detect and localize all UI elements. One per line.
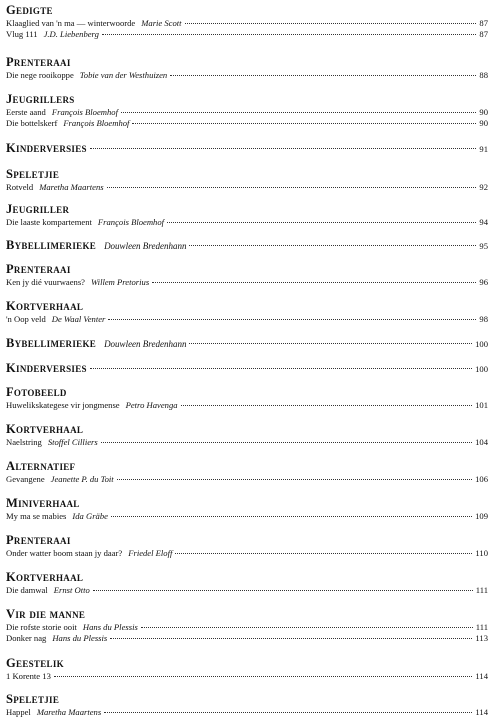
page-number: 88 <box>479 70 488 80</box>
entry-title: Die rofste storie ooit <box>6 622 77 632</box>
section-heading <box>6 607 488 622</box>
entry-title: Huwelikskategese vir jongmense <box>6 400 120 410</box>
entry-title: Eerste aand <box>6 107 46 117</box>
dot-leader <box>90 148 477 149</box>
entry-author: François Bloemhof <box>63 118 130 128</box>
section-heading-text: Prenteraai <box>6 262 71 276</box>
entry-author: Ida Gräbe <box>72 511 108 521</box>
dot-leader <box>189 245 476 246</box>
section-heading-text: Vir die manne <box>6 607 86 621</box>
toc-section <box>6 238 488 253</box>
dot-leader <box>93 590 473 591</box>
entry-author: Hans du Plessis <box>52 633 108 643</box>
toc-entry <box>6 217 488 228</box>
toc-entry <box>6 70 488 81</box>
dot-leader <box>175 553 472 554</box>
page-number: 90 <box>479 107 488 117</box>
section-heading-text: Alternatief <box>6 459 76 473</box>
toc-entry <box>6 277 488 288</box>
section-heading-text: Speletjie <box>6 167 60 181</box>
entry-author: Hans du Plessis <box>82 622 138 632</box>
entry-author: Petro Havenga <box>125 400 178 410</box>
toc-entry <box>6 118 488 129</box>
toc-section <box>6 533 488 559</box>
toc-section <box>6 92 488 129</box>
dot-leader <box>108 319 476 320</box>
toc-section <box>6 55 488 81</box>
toc-entry <box>6 400 488 411</box>
page-number: 95 <box>479 241 488 251</box>
toc-entry <box>6 671 488 682</box>
section-heading <box>6 92 488 107</box>
toc-entry <box>6 707 488 718</box>
section-heading-text: Kortverhaal <box>6 299 84 313</box>
dot-leader <box>189 343 472 344</box>
entry-title: Vlug 111 <box>6 29 38 39</box>
toc-section <box>6 262 488 288</box>
page-number: 111 <box>475 585 488 595</box>
toc-section <box>6 692 488 718</box>
dot-leader <box>102 34 477 35</box>
entry-author: Stoffel Cilliers <box>47 437 98 447</box>
toc-section <box>6 656 488 682</box>
toc-entry <box>6 585 488 596</box>
toc-entry <box>6 182 488 193</box>
toc-entry <box>6 548 488 559</box>
page-number: 113 <box>475 633 488 643</box>
section-heading-text: Fotobeeld <box>6 385 67 399</box>
section-heading <box>6 422 488 437</box>
section-heading-text: Bybellimerieke <box>6 336 97 350</box>
entry-author: François Bloemhof <box>97 217 165 227</box>
entry-title: Die nege rooikoppe <box>6 70 74 80</box>
toc-section <box>6 607 488 644</box>
dot-leader <box>54 676 473 677</box>
section-heading-text: Kortverhaal <box>6 422 84 436</box>
section-heading <box>6 692 488 707</box>
section-heading <box>6 533 488 548</box>
toc-entry <box>6 633 488 644</box>
section-heading-text: Jeugriller <box>6 202 70 216</box>
entry-title: Happel <box>6 707 31 717</box>
page-number: 114 <box>475 671 488 681</box>
entry-author: J.D. Liebenberg <box>43 29 99 39</box>
section-heading <box>6 385 488 400</box>
section-heading <box>6 262 488 277</box>
page-number: 101 <box>475 400 488 410</box>
dot-leader <box>101 442 472 443</box>
page-number: 98 <box>479 314 488 324</box>
toc-entry <box>6 511 488 522</box>
entry-author: Maretha Maartens <box>39 182 104 192</box>
entry-title: My ma se mabies <box>6 511 67 521</box>
entry-author: Jeanette P. du Toit <box>50 474 114 484</box>
entry-author: Ernst Otto <box>53 585 90 595</box>
page-number: 90 <box>479 118 488 128</box>
toc-section <box>6 141 488 156</box>
page-number: 100 <box>475 339 488 349</box>
dot-leader <box>167 222 476 223</box>
dot-leader <box>141 627 473 628</box>
section-heading <box>6 202 488 217</box>
dot-leader <box>107 187 477 188</box>
entry-author: Willem Pretorius <box>91 277 150 287</box>
page-number: 100 <box>475 364 488 374</box>
section-heading-text: Jeugrillers <box>6 92 75 106</box>
page-number: 114 <box>475 707 488 717</box>
dot-leader <box>181 405 473 406</box>
section-heading <box>6 299 488 314</box>
page-number: 109 <box>475 511 488 521</box>
section-heading-text: Bybellimerieke <box>6 238 97 252</box>
section-heading-text: Gedigte <box>6 3 53 17</box>
entry-title: Die laaste kompartement <box>6 217 92 227</box>
dot-leader <box>152 282 476 283</box>
toc-section <box>6 3 488 40</box>
toc-entry <box>6 474 488 485</box>
toc-entry <box>6 622 488 633</box>
entry-title: Gevangene <box>6 474 45 484</box>
section-heading <box>6 459 488 474</box>
section-heading-text: Prenteraai <box>6 55 71 69</box>
entry-title: 'n Oop veld <box>6 314 46 324</box>
section-heading-text: Kinderversies <box>6 141 87 155</box>
dot-leader <box>185 23 477 24</box>
section-heading <box>6 496 488 511</box>
toc-section <box>6 336 488 351</box>
page-number: 91 <box>479 144 488 154</box>
entry-author: François Bloemhof <box>51 107 118 117</box>
page-number: 111 <box>475 622 488 632</box>
dot-leader <box>121 112 476 113</box>
page-number: 106 <box>475 474 488 484</box>
dot-leader <box>90 368 472 369</box>
toc-section <box>6 202 488 228</box>
entry-author: Friedel Eloff <box>128 548 173 558</box>
section-heading-text: Speletjie <box>6 692 60 706</box>
section-heading-text: Kinderversies <box>6 361 87 375</box>
section-heading <box>6 656 488 671</box>
toc-section <box>6 422 488 448</box>
page-number: 104 <box>475 437 488 447</box>
dot-leader <box>110 638 472 639</box>
section-heading <box>6 3 488 18</box>
section-heading-text: Kortverhaal <box>6 570 84 584</box>
page-number: 96 <box>479 277 488 287</box>
entry-author: Tobie van der Westhuizen <box>79 70 168 80</box>
dot-leader <box>170 75 476 76</box>
section-heading <box>6 336 488 351</box>
toc-entry <box>6 107 488 118</box>
section-author: Douwleen Bredenhann <box>104 241 187 251</box>
toc-section <box>6 385 488 411</box>
page-number: 94 <box>479 217 488 227</box>
dot-leader <box>111 516 472 517</box>
section-heading-text: Geestelik <box>6 656 64 670</box>
toc-entry <box>6 18 488 29</box>
toc-section <box>6 361 488 376</box>
page-number: 92 <box>479 182 488 192</box>
section-heading <box>6 141 488 156</box>
toc-section <box>6 570 488 596</box>
dot-leader <box>104 712 472 713</box>
toc-entry <box>6 29 488 40</box>
entry-author: De Waal Venter <box>51 314 106 324</box>
entry-title: Ken jy dié vuurwaens? <box>6 277 85 287</box>
entry-title: Donker nag <box>6 633 47 643</box>
section-heading <box>6 570 488 585</box>
entry-title: Klaaglied van 'n ma — winterwoorde <box>6 18 136 28</box>
toc-entry <box>6 314 488 325</box>
toc-section <box>6 496 488 522</box>
dot-leader <box>132 123 476 124</box>
entry-title: Die damwal <box>6 585 48 595</box>
section-heading-text: Prenteraai <box>6 533 71 547</box>
toc-entry <box>6 437 488 448</box>
section-heading <box>6 55 488 70</box>
toc-section <box>6 299 488 325</box>
dot-leader <box>117 479 472 480</box>
section-author: Douwleen Bredenhann <box>104 339 187 349</box>
page-number: 87 <box>479 18 488 28</box>
page-number: 110 <box>475 548 488 558</box>
entry-title: Die bottelskerf <box>6 118 58 128</box>
entry-author: Maretha Maartens <box>36 707 102 717</box>
section-heading-text: Miniverhaal <box>6 496 80 510</box>
section-heading <box>6 361 488 376</box>
entry-title: Onder watter boom staan jy daar? <box>6 548 123 558</box>
entry-title: Rotveld <box>6 182 34 192</box>
entry-author: Marie Scott <box>141 18 182 28</box>
section-heading <box>6 238 488 253</box>
entry-title: Naelstring <box>6 437 42 447</box>
section-heading <box>6 167 488 182</box>
entry-title: 1 Korente 13 <box>6 671 51 681</box>
page-number: 87 <box>479 29 488 39</box>
toc-section <box>6 167 488 193</box>
toc-section <box>6 459 488 485</box>
